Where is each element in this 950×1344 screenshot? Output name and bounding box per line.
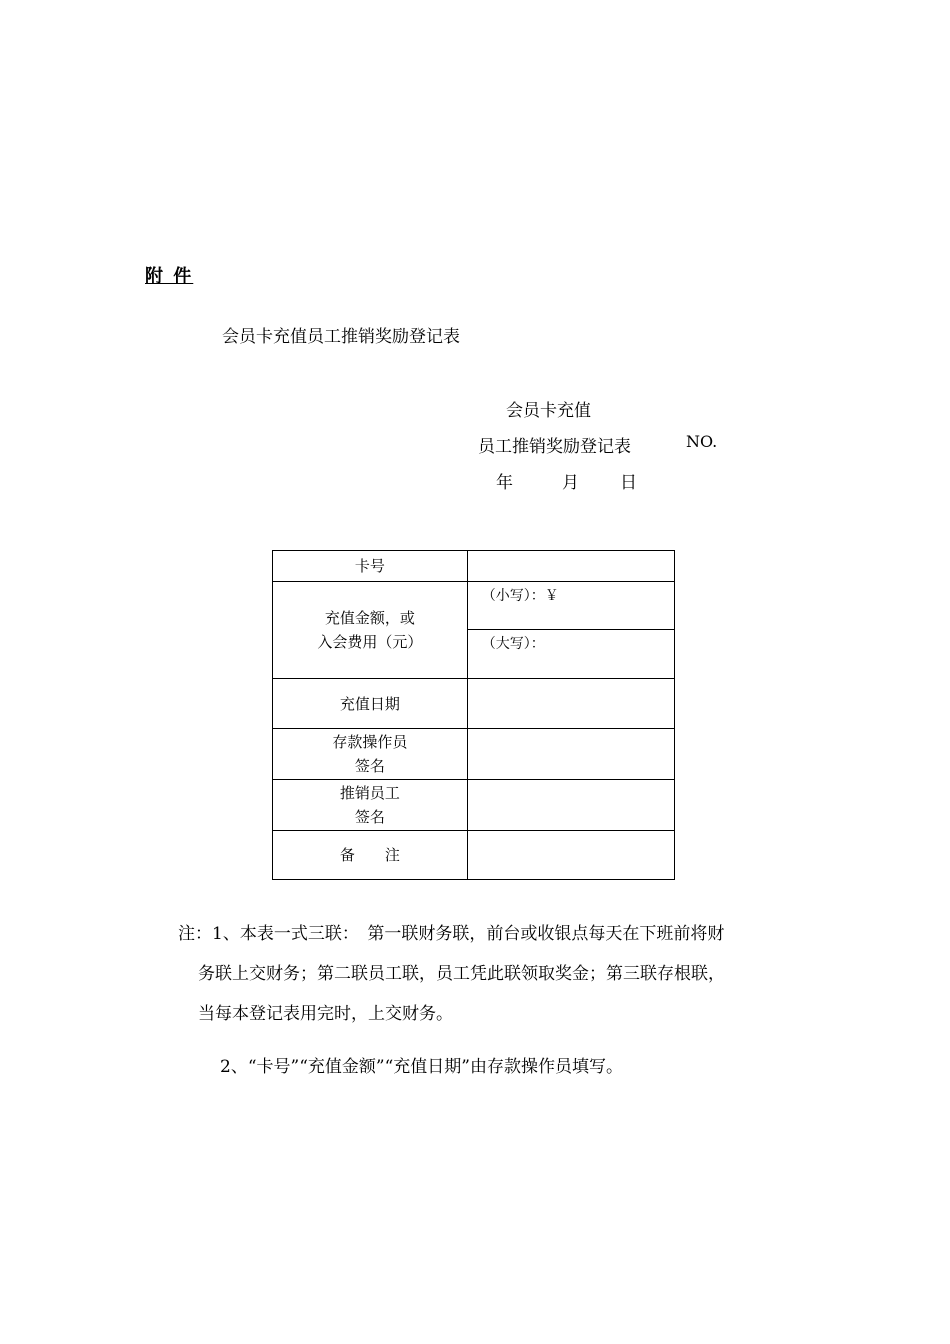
note-item2: 2、“卡号”“充值金额”“充值日期”由存款操作员填写。 [220,1057,623,1077]
row-amount [273,582,675,630]
row-card-number [273,551,675,582]
remark-label: 备 注 [273,831,468,880]
document-title: 会员卡充值员工推销奖励登记表 [222,327,460,347]
date-day: 日 [620,473,637,493]
notes-block [178,914,725,1034]
row-promoter-signature [273,780,675,831]
date-month: 月 [562,473,579,493]
operator-signature-label [273,729,468,780]
attachment-label: 附 件 [145,266,194,287]
remark-field[interactable] [467,831,674,880]
date-year: 年 [496,473,513,493]
promoter-label-line1: 推销员工 [339,784,400,802]
operator-label-line2: 签名 [354,757,385,775]
date-line [496,468,637,493]
amount-label-line2: 入会费用（元） [317,633,423,651]
amount-small-field[interactable]: （小写）：￥ [467,582,674,630]
registration-table [272,550,675,880]
row-operator-signature [273,729,675,780]
form-number-label: NO. [686,432,718,451]
note-line1: 注：1、本表一式三联： 第一联财务联，前台或收银点每天在下班前将财 [178,924,725,944]
row-remark [273,831,675,880]
operator-signature-field[interactable] [467,729,674,780]
card-number-field[interactable] [467,551,674,582]
note-line2: 务联上交财务；第二联员工联，员工凭此联领取奖金；第三联存根联， [198,964,725,984]
row-recharge-date [273,679,675,729]
amount-label [273,582,468,679]
form-title-line2: 员工推销奖励登记表 [478,437,631,457]
amount-label-line1: 充值金额，或 [324,609,415,627]
promoter-label-line2: 签名 [354,808,385,826]
amount-large-field[interactable]: （大写）： [467,630,674,679]
promoter-signature-field[interactable] [467,780,674,831]
operator-label-line1: 存款操作员 [332,733,408,751]
recharge-date-label: 充值日期 [273,679,468,729]
note-line3: 当每本登记表用完时，上交财务。 [198,1004,453,1024]
card-number-label: 卡号 [273,551,468,582]
form-title-line1: 会员卡充值 [506,401,591,421]
recharge-date-field[interactable] [467,679,674,729]
promoter-signature-label [273,780,468,831]
